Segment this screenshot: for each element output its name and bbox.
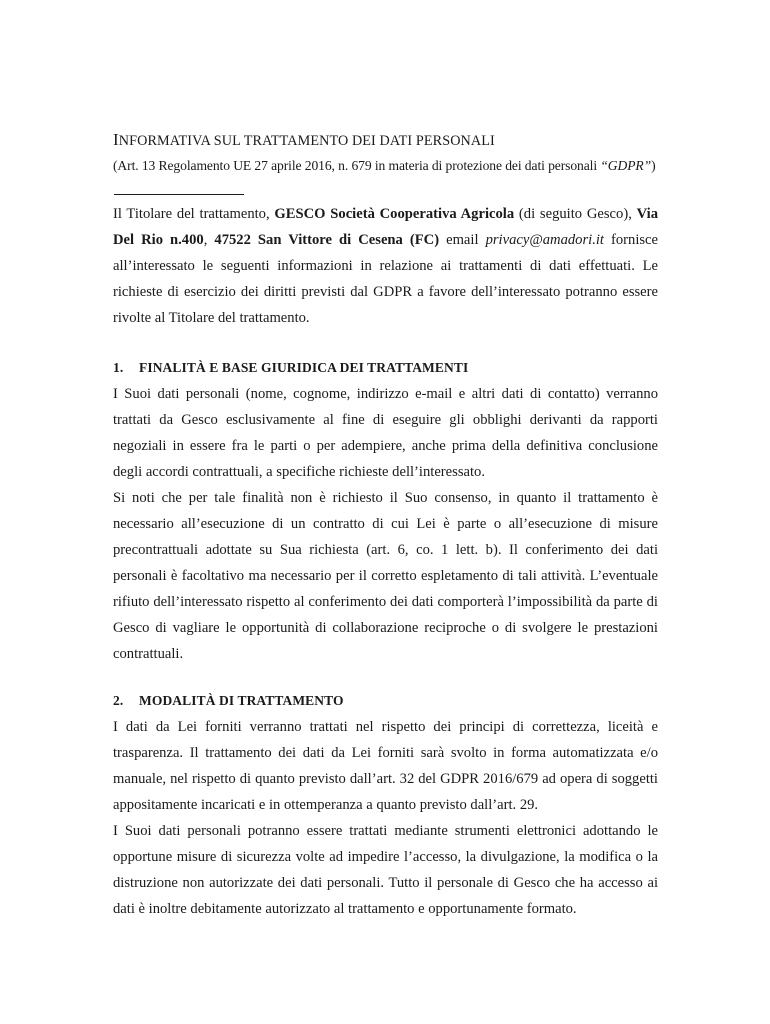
email-address: privacy@amadori.it [485, 232, 604, 248]
company-address: Via Del Rio n.400 [113, 206, 658, 248]
document-subtitle [113, 158, 656, 174]
section-1-title: FINALITÀ E BASE GIURIDICA DEI TRATTAMENTI [139, 360, 469, 375]
section-2-paragraph-2: I Suoi dati personali potranno essere trattati mediante strumenti elettronici adottando le opportune misure di sicurezza volte ad impedire l’accesso, la divulgazione, la modifica o la distruzione non autorizzate dei dati personali. Tutto il personale di Gesco che ha accesso ai dati è inoltre debitamente autorizzato al trattamento e opportunamente formato. [113, 823, 658, 917]
intro-text-3: , [203, 232, 215, 248]
intro-paragraph [113, 201, 658, 331]
title-rest: NFORMATIVA SUL TRATTAMENTO DEI DATI PERSONALI [118, 133, 495, 149]
document-title [113, 130, 495, 150]
company-name: GESCO Società Cooperativa Agricola [274, 206, 515, 222]
section-1-heading [113, 360, 468, 376]
section-2-title: MODALITÀ DI TRATTAMENTO [139, 693, 344, 708]
subtitle-gdpr: “GDPR” [600, 158, 652, 173]
intro-text-1: Il Titolare del trattamento, [113, 206, 275, 222]
intro-text-5: fornisce all’interessato le seguenti informazioni in relazione ai trattamenti di dati effettuati. Le richieste di esercizio dei diritti previsti dal GDPR a favore dell’interessato potranno essere rivolte al Titolare del trattamento. [113, 232, 659, 326]
section-1-paragraph-1: I Suoi dati personali (nome, cognome, indirizzo e-mail e altri dati di contatto) verranno trattati da Gesco esclusivamente al fine di eseguire gli obblighi derivanti da rapporti negoziali in essere fra le parti o per adempiere, anche prima della definitiva conclusione degli accordi contrattuali, a specifiche richieste dell’interessato. [113, 386, 658, 480]
separator-line [114, 194, 244, 195]
company-city: 47522 San Vittore di Cesena (FC) [214, 232, 440, 248]
section-2-paragraph-1: I dati da Lei forniti verranno trattati nel rispetto dei principi di correttezza, liceità e trasparenza. Il trattamento dei dati da Lei forniti sarà svolto in forma automatizzata e/o manuale, nel rispetto di quanto previsto dall’art. 32 del GDPR 2016/679 ad opera di soggetti appositamente incaricati e in ottemperanza a quanto previsto dall’art. 29. [113, 719, 658, 813]
subtitle-close: ) [651, 158, 656, 173]
section-2-heading [113, 693, 344, 709]
subtitle-main: (Art. 13 Regolamento UE 27 aprile 2016, n. 679 in materia di protezione dei dati personali [113, 158, 601, 173]
section-1-paragraph-2: Si noti che per tale finalità non è richiesto il Suo consenso, in quanto il trattamento è necessario all’esecuzione di un contratto di cui Lei è parte o all’esecuzione di misure precontrattuali adottate su Sua richiesta (art. 6, co. 1 lett. b). Il conferimento dei dati personali è facoltativo ma necessario per il corretto espletamento di tali attività. L’eventuale rifiuto dell’interessato rispetto al conferimento dei dati comporterà l’impossibilità da parte di Gesco di vagliare le opportunità di collaborazione reciproche o di svolgere le prestazioni contrattuali. [113, 490, 658, 662]
title-initial: I [113, 130, 119, 149]
intro-text-2: (di seguito Gesco), [514, 206, 637, 222]
section-1-number: 1. [113, 360, 124, 375]
intro-text-4: email [439, 232, 486, 248]
section-2-number: 2. [113, 693, 124, 708]
